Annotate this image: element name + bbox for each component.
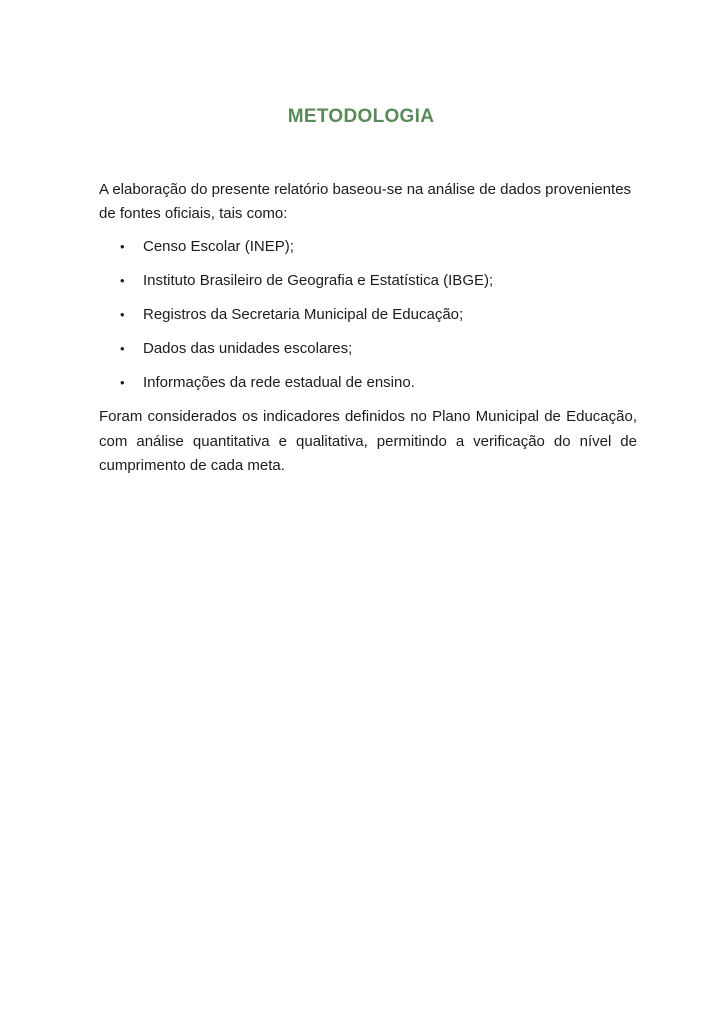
list-item-text: Dados das unidades escolares; <box>143 340 353 357</box>
closing-paragraph: Foram considerados os indicadores definidos no Plano Municipal de Educação, com análise quantitativa e qualitativa, permitindo a verificação do nível de cumprimento de cada meta. <box>99 408 637 474</box>
list-item-text: Censo Escolar (INEP); <box>143 238 294 255</box>
list-item <box>99 303 637 327</box>
bullet-icon: • <box>120 341 125 356</box>
intro-paragraph: A elaboração do presente relatório baseou-se na análise de dados provenientes de fontes oficiais, tais como: <box>99 181 632 222</box>
sources-list <box>99 235 637 395</box>
list-item <box>99 269 637 293</box>
page-title: METODOLOGIA <box>287 106 435 127</box>
bullet-icon: • <box>120 239 125 254</box>
list-item-text: Instituto Brasileiro de Geografia e Estatística (IBGE); <box>143 272 494 289</box>
bullet-icon: • <box>120 273 125 288</box>
list-item <box>99 337 637 361</box>
list-item <box>99 235 637 259</box>
bullet-icon: • <box>120 375 125 390</box>
list-item-text: Registros da Secretaria Municipal de Educação; <box>143 306 464 323</box>
list-item <box>99 371 637 395</box>
list-item-text: Informações da rede estadual de ensino. <box>143 374 415 391</box>
bullet-icon: • <box>120 307 125 322</box>
document-body <box>99 178 637 479</box>
